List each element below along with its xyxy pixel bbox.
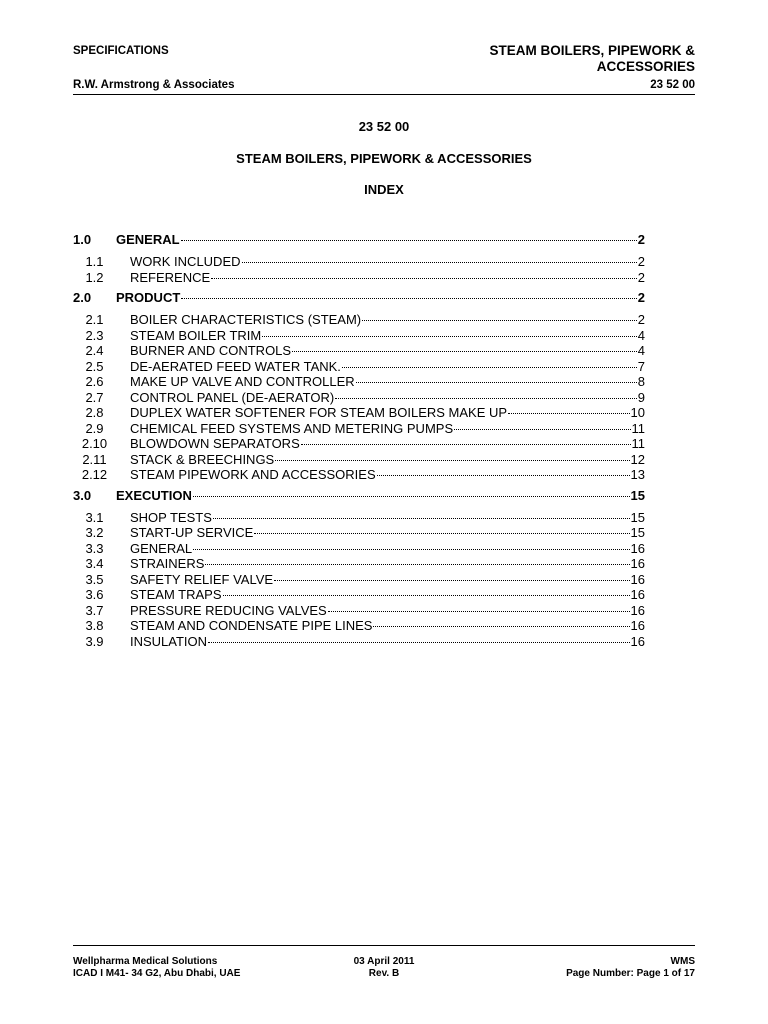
toc-item-label: DE-AERATED FEED WATER TANK. (130, 358, 341, 374)
toc-item (73, 436, 645, 452)
toc-leader-dots (242, 262, 637, 263)
toc-item-label: BLOWDOWN SEPARATORS (130, 436, 300, 451)
toc-item-number: 2.6 (85, 374, 104, 389)
toc-section-page: 2 (637, 232, 645, 247)
toc-item-label: CONTROL PANEL (DE-AERATOR) (130, 389, 335, 405)
toc-leader-dots (356, 382, 637, 383)
toc-section-number: 2.0 (73, 290, 92, 305)
toc-item (73, 634, 645, 650)
toc-item (73, 270, 645, 286)
toc-item-number: 3.4 (85, 556, 104, 571)
toc-item-number: 3.5 (85, 571, 104, 587)
toc-item-number: 3.2 (85, 525, 104, 540)
toc-item-label: INSULATION (130, 633, 208, 649)
toc-leader-dots (223, 595, 630, 596)
index-title: INDEX (364, 182, 404, 197)
toc-item-label: STEAM TRAPS (130, 587, 222, 602)
toc-item-number: 3.8 (85, 618, 104, 633)
section-number-title: 23 52 00 (358, 119, 410, 134)
toc-item-label: STRAINERS (130, 556, 205, 571)
page-header-top (73, 43, 695, 75)
toc-leader-dots (362, 320, 637, 321)
toc-item (73, 328, 645, 344)
table-of-contents (73, 232, 645, 649)
toc-item (73, 603, 645, 619)
toc-item-label: STEAM PIPEWORK AND ACCESSORIES (130, 467, 376, 482)
toc-leader-dots (208, 642, 629, 643)
toc-item-label: WORK INCLUDED (130, 254, 241, 269)
toc-leader-dots (377, 475, 630, 476)
toc-leader-dots (181, 240, 637, 241)
toc-item (73, 572, 645, 588)
toc-item-number: 2.12 (81, 467, 108, 482)
footer-revision: Rev. B (368, 968, 400, 979)
toc-item (73, 405, 645, 421)
toc-leader-dots (274, 580, 629, 581)
toc-item-number: 2.8 (85, 405, 104, 420)
toc-item (73, 525, 645, 541)
toc-item-page: 13 (630, 467, 645, 482)
toc-leader-dots (335, 398, 637, 399)
toc-item (73, 452, 645, 468)
toc-item-page: 16 (630, 618, 645, 633)
toc-section (73, 488, 645, 506)
toc-item-number: 1.2 (85, 269, 104, 285)
header-document-title (489, 43, 695, 75)
toc-item (73, 374, 645, 390)
toc-item (73, 359, 645, 375)
toc-leader-dots (262, 336, 637, 337)
toc-item-page: 9 (637, 389, 645, 405)
toc-item-label: BOILER CHARACTERISTICS (STEAM) (130, 312, 362, 327)
toc-item-label: STACK & BREECHINGS (130, 451, 275, 467)
toc-item-page: 15 (630, 509, 645, 525)
toc-leader-dots (193, 549, 629, 550)
header-title-line2: ACCESSORIES (596, 59, 695, 74)
toc-item (73, 510, 645, 526)
toc-item-page: 4 (637, 327, 645, 343)
toc-item-page: 16 (630, 633, 645, 649)
toc-section-label: EXECUTION (116, 487, 192, 503)
footer-company: Wellpharma Medical Solutions (73, 956, 218, 967)
toc-item-number: 2.9 (85, 420, 104, 436)
toc-item-page: 11 (631, 436, 645, 451)
header-title-line1: STEAM BOILERS, PIPEWORK & (489, 43, 695, 58)
toc-item-label: GENERAL (130, 540, 193, 556)
toc-item-number: 3.1 (85, 509, 104, 525)
page-header-bottom (73, 79, 695, 91)
toc-item (73, 343, 645, 359)
toc-leader-dots (454, 429, 630, 430)
toc-item-number: 3.6 (85, 587, 104, 602)
toc-item-page: 16 (630, 571, 645, 587)
toc-item (73, 390, 645, 406)
header-company: R.W. Armstrong & Associates (73, 79, 235, 91)
footer-page-number: Page Number: Page 1 of 17 (566, 968, 695, 979)
toc-item-page: 10 (630, 405, 645, 420)
toc-leader-dots (213, 518, 630, 519)
toc-item-label: SAFETY RELIEF VALVE (130, 571, 274, 587)
footer-address: ICAD I M41- 34 G2, Abu Dhabi, UAE (73, 968, 241, 979)
toc-item-number: 1.1 (85, 254, 104, 269)
toc-item-page: 15 (630, 525, 645, 540)
toc-leader-dots (275, 460, 629, 461)
toc-section-page: 2 (637, 290, 645, 305)
toc-item-page: 16 (630, 587, 645, 602)
toc-item-page: 4 (637, 343, 645, 358)
footer-date: 03 April 2011 (353, 956, 415, 967)
page-footer (73, 956, 695, 980)
toc-section (73, 290, 645, 308)
toc-item-page: 2 (637, 312, 645, 327)
toc-leader-dots (301, 444, 631, 445)
toc-item (73, 618, 645, 634)
header-section-number: 23 52 00 (650, 79, 695, 91)
toc-item-label: MAKE UP VALVE AND CONTROLLER (130, 374, 355, 389)
toc-item-page: 11 (631, 420, 645, 436)
footer-code: WMS (670, 956, 695, 967)
toc-item-page: 2 (637, 254, 645, 269)
toc-item-label: STEAM AND CONDENSATE PIPE LINES (130, 618, 373, 633)
toc-item-label: PRESSURE REDUCING VALVES (130, 602, 327, 618)
toc-item (73, 587, 645, 603)
toc-leader-dots (254, 533, 629, 534)
toc-item-number: 3.3 (85, 540, 104, 556)
toc-item-page: 16 (630, 602, 645, 618)
section-name-title: STEAM BOILERS, PIPEWORK & ACCESSORIES (236, 151, 532, 166)
toc-item-number: 2.1 (85, 312, 104, 327)
toc-leader-dots (373, 626, 629, 627)
toc-item (73, 421, 645, 437)
toc-item-page: 12 (630, 451, 645, 467)
toc-item (73, 556, 645, 572)
toc-item-number: 2.4 (85, 343, 104, 358)
toc-leader-dots (328, 611, 630, 612)
toc-leader-dots (193, 496, 630, 497)
toc-item-number: 2.5 (85, 358, 104, 374)
toc-item-number: 2.3 (85, 327, 104, 343)
toc-leader-dots (181, 298, 636, 299)
toc-item-page: 8 (637, 374, 645, 389)
toc-item (73, 541, 645, 557)
toc-item-page: 16 (630, 556, 645, 571)
toc-item-label: START-UP SERVICE (130, 525, 254, 540)
toc-item-label: REFERENCE (130, 269, 211, 285)
toc-item (73, 467, 645, 483)
toc-item-number: 2.10 (81, 436, 108, 451)
toc-item-page: 2 (637, 269, 645, 285)
toc-item-number: 3.7 (85, 602, 104, 618)
toc-leader-dots (205, 564, 629, 565)
toc-item-label: DUPLEX WATER SOFTENER FOR STEAM BOILERS MAKE UP (130, 405, 508, 420)
toc-section-number: 1.0 (73, 232, 92, 247)
toc-leader-dots (342, 367, 637, 368)
toc-item-label: CHEMICAL FEED SYSTEMS AND METERING PUMPS (130, 420, 454, 436)
toc-item-number: 2.11 (82, 451, 107, 467)
toc-item-number: 3.9 (85, 633, 104, 649)
header-specifications: SPECIFICATIONS (73, 45, 169, 57)
toc-section-number: 3.0 (73, 487, 92, 503)
toc-section-label: GENERAL (116, 232, 180, 247)
toc-item-page: 7 (637, 358, 645, 374)
toc-section-page: 15 (630, 487, 645, 503)
toc-item-number: 2.7 (85, 389, 104, 405)
toc-item-page: 16 (630, 540, 645, 556)
footer-divider (73, 945, 695, 946)
toc-item (73, 312, 645, 328)
toc-item (73, 254, 645, 270)
toc-leader-dots (292, 351, 637, 352)
header-divider (73, 94, 695, 95)
toc-leader-dots (508, 413, 629, 414)
toc-item-label: STEAM BOILER TRIM (130, 327, 262, 343)
toc-section-label: PRODUCT (116, 290, 181, 305)
toc-item-label: BURNER AND CONTROLS (130, 343, 292, 358)
toc-section (73, 232, 645, 250)
toc-item-label: SHOP TESTS (130, 509, 212, 525)
toc-leader-dots (211, 278, 637, 279)
